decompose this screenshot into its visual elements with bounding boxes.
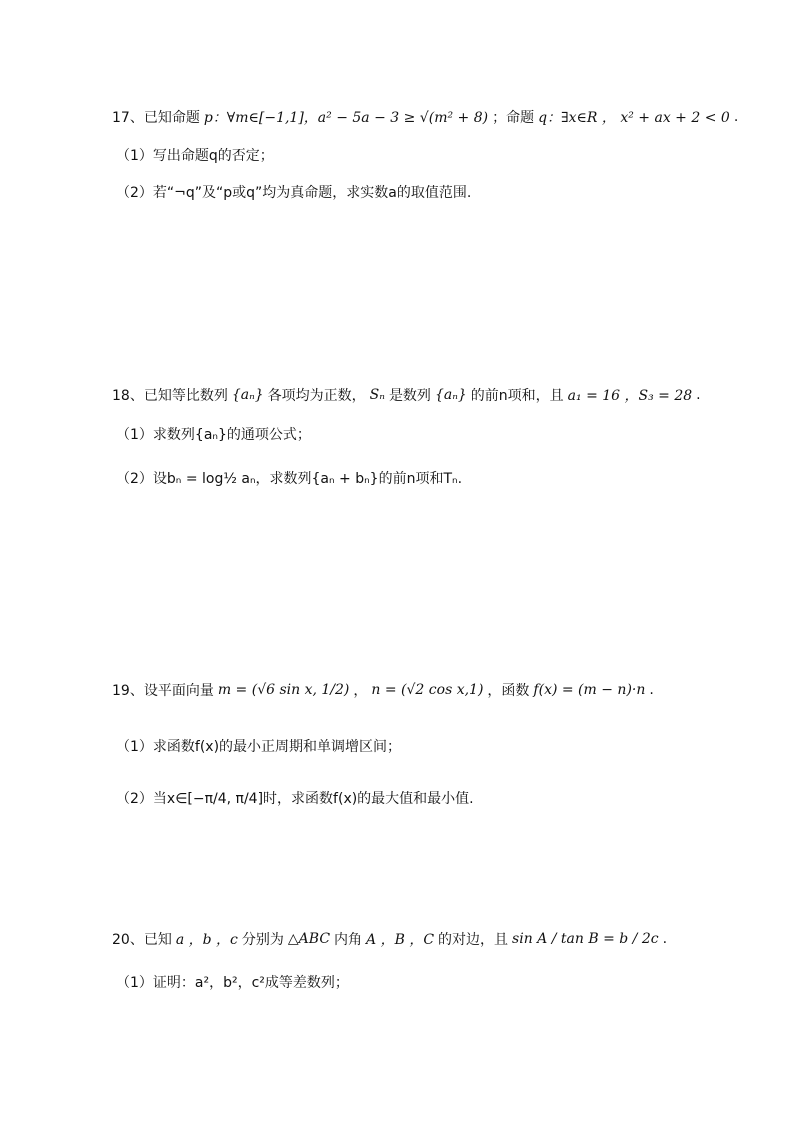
problem-17-formula-p: p：∀m∈[−1,1]，a² − 5a − 3 ≥ √(m² + 8) <box>203 110 489 126</box>
problem-19-prefix: 19、设平面向量 <box>112 683 214 699</box>
problem-20-mid-3: 的对边，且 <box>438 932 509 948</box>
problem-20-stem <box>112 929 667 949</box>
problem-18-formula-values: a₁ = 16 ，S₃ = 28 <box>567 388 693 404</box>
problem-17-mid: ；命题 <box>492 110 535 126</box>
problem-18-part-2: （2）设bₙ = log½ aₙ，求数列{aₙ + bₙ}的前n项和Tₙ. <box>116 471 463 487</box>
problem-18-stem <box>112 385 701 405</box>
problem-17-prefix: 17、已知命题 <box>112 110 200 126</box>
problem-19-part-2: （2）当x∈[−π/4, π/4]时，求函数f(x)的最大值和最小值. <box>116 791 474 807</box>
problem-18-mid-2: 是数列 <box>388 388 431 404</box>
problem-18-part-1: （1）求数列{aₙ}的通项公式； <box>116 427 311 443</box>
problem-18-formula-seq-2: {aₙ} <box>434 387 467 403</box>
problem-19-formula-m: m = (√6 sin x, 1/2) <box>217 682 350 698</box>
problem-19-end: . <box>649 682 654 698</box>
problem-18-formula-sn: Sₙ <box>369 387 385 403</box>
problem-19-stem <box>112 680 654 700</box>
problem-19-mid: ，函数 <box>487 683 530 699</box>
problem-18-formula-seq: {aₙ} <box>231 387 264 403</box>
problem-19-formula-f: f(x) = (m − n)·n <box>533 682 646 698</box>
problem-20-mid-2: 内角 <box>334 932 363 948</box>
problem-19-part-1: （1）求函数f(x)的最小正周期和单调增区间； <box>116 739 402 755</box>
problem-19-sep: ， <box>353 683 368 699</box>
problem-18-mid: 各项均为正数， <box>267 388 366 404</box>
problem-17-formula-q: q：∃x∈R ， x² + ax + 2 < 0 <box>538 110 730 126</box>
problem-17-part-1: （1）写出命题q的否定； <box>116 148 274 164</box>
problem-18-prefix: 18、已知等比数列 <box>112 388 228 404</box>
problem-20-formula-angles: A ，B ，C <box>366 932 435 948</box>
problem-18-mid-3: 的前n项和，且 <box>470 388 564 404</box>
problem-20-part-1: （1）证明：a²，b²，c²成等差数列； <box>116 975 349 991</box>
problem-20-end: . <box>662 931 668 947</box>
problem-20-prefix: 20、已知 <box>112 932 172 948</box>
problem-20-formula-triangle: △ABC <box>287 931 331 947</box>
problem-20-formula-sides: a ，b ，c <box>175 932 238 948</box>
problem-20-mid: 分别为 <box>241 932 284 948</box>
problem-17-part-2: （2）若“¬q”及“p或q”均为真命题，求实数a的取值范围. <box>116 185 472 201</box>
problem-17-end: . <box>733 109 739 125</box>
problem-18-end: . <box>696 387 701 403</box>
problem-17-stem <box>112 107 738 127</box>
problem-19-formula-n: n = (√2 cos x,1) <box>371 682 484 698</box>
problem-20-formula-ratio: sin A / tan B = b / 2c <box>512 931 659 947</box>
